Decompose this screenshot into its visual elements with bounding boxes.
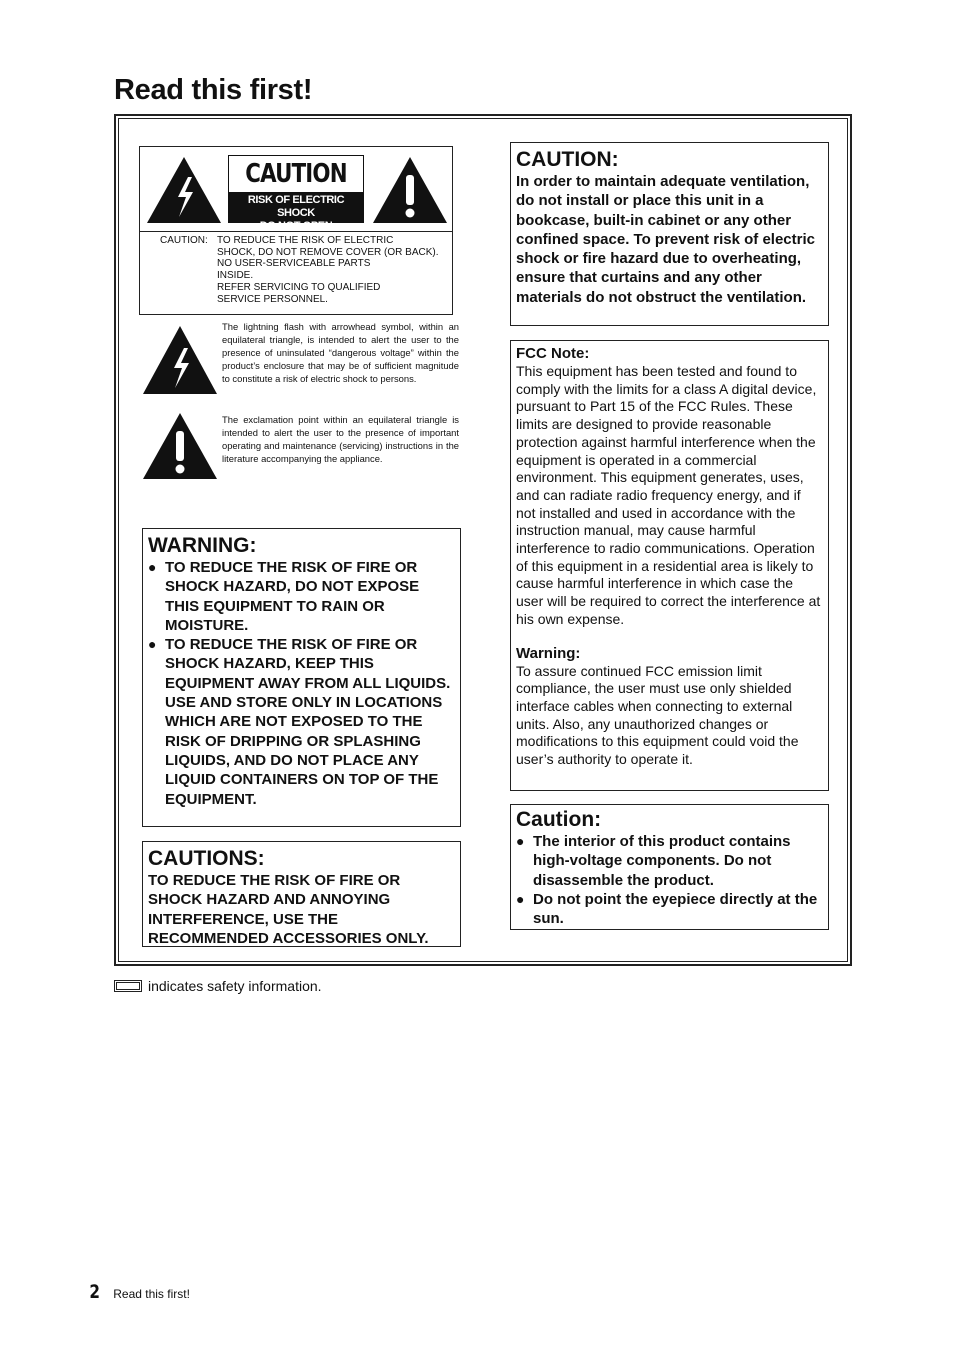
page-number: 2 bbox=[89, 1281, 100, 1303]
list-item bbox=[516, 832, 822, 890]
page-title: Read this first! bbox=[114, 74, 313, 106]
caution-label-top bbox=[140, 147, 452, 232]
warning-list bbox=[148, 558, 454, 809]
lightning-warning-icon bbox=[145, 155, 223, 225]
bullet-icon: ● bbox=[148, 559, 157, 575]
exclamation-warning-icon bbox=[371, 155, 449, 225]
caution-product-list bbox=[516, 832, 822, 928]
caution-ventilation-heading: CAUTION: bbox=[516, 148, 619, 171]
warning-box bbox=[142, 528, 461, 827]
caution-sign-subtext-line: RISK OF ELECTRIC SHOCK bbox=[247, 194, 345, 219]
caution-sign bbox=[228, 155, 364, 232]
caution-product-bullet-text: Do not point the eyepiece directly at the sun. bbox=[533, 890, 818, 928]
spacer bbox=[516, 629, 823, 645]
list-item bbox=[516, 890, 822, 929]
page-footer bbox=[88, 1281, 190, 1303]
warning-bullet-text: TO REDUCE THE RISK OF FIRE OR SHOCK HAZARD, DO NOT EXPOSE THIS EQUIPMENT TO RAIN OR MOISTURE. bbox=[165, 559, 420, 634]
bullet-icon: ● bbox=[148, 636, 157, 653]
fcc-note-text: This equipment has been tested and found to comply with the limits for a class A digital device, pursuant to Part 15 of the FCC Rules. These limits are designed to provide reasonable protection against harmful interference when the equipment is operated in a commercial environment. This equipment generates, uses, and can radiate radio frequency energy, and if not installed and used in accordance with the instruction manual, may cause harmful interference to radio communications. Operation of this equipment in a residential area is likely to cause harmful interference in which case the user will be required to correct the interference at his own expense. bbox=[516, 363, 821, 627]
caution-sign-word: CAUTION bbox=[245, 159, 347, 189]
cautions-heading: CAUTIONS: bbox=[148, 847, 265, 870]
list-item bbox=[148, 558, 454, 635]
caution-product-bullet-text: The interior of this product contains high-voltage components. Do not disassemble the product. bbox=[533, 833, 791, 889]
caution-sign-subtext-line: DO NOT OPEN bbox=[259, 220, 333, 232]
cautions-box bbox=[142, 841, 461, 947]
exclamation-warning-icon bbox=[142, 413, 218, 481]
lightning-warning-icon bbox=[142, 320, 218, 396]
fcc-warning-text: To assure continued FCC emission limit compliance, the user must use only shielded interface cables when connecting to external units. Also, any unauthorized changes or modifications to this equipment could void the user’s authority to operate it. bbox=[516, 662, 799, 768]
exclamation-symbol-text: The exclamation point within an equilateral triangle is intended to alert the user to the presence of important operating and maintenance (servicing) instructions in the literature accompanying the appliance. bbox=[222, 414, 459, 464]
caution-label-body: TO REDUCE THE RISK OF ELECTRIC SHOCK, DO NOT REMOVE COVER (OR BACK). NO USER-SERVICEABLE PARTS INSIDE. REFER SERVICING TO QUALIFIED SERVICE PERSONNEL. bbox=[217, 235, 439, 305]
cautions-text: TO REDUCE THE RISK OF FIRE OR SHOCK HAZARD AND ANNOYING INTERFERENCE, USE THE RECOMMENDED ACCESSORIES ONLY. bbox=[148, 872, 429, 947]
legend-text: indicates safety information. bbox=[148, 978, 322, 994]
list-item bbox=[148, 635, 454, 809]
caution-label-tag: CAUTION: bbox=[160, 235, 208, 246]
warning-heading: WARNING: bbox=[148, 534, 257, 557]
fcc-note-box bbox=[510, 340, 829, 791]
safety-frame-icon bbox=[114, 980, 142, 992]
caution-ventilation-box bbox=[510, 142, 829, 326]
caution-sign-subtext bbox=[229, 192, 363, 232]
bullet-icon: ● bbox=[516, 890, 525, 907]
caution-label bbox=[139, 146, 453, 315]
fcc-note-heading: FCC Note: bbox=[516, 345, 590, 362]
divider bbox=[140, 231, 452, 232]
lightning-symbol-text: The lightning flash with arrowhead symbol, within an equilateral triangle, is intended to alert the user to the presence of uninsulated “dangerous voltage” within the product’s enclosure that may be of sufficient magnitude to constitute a risk of electric shock to persons. bbox=[222, 321, 459, 384]
footer-section-title: Read this first! bbox=[113, 1287, 190, 1301]
safety-legend bbox=[114, 978, 322, 994]
caution-product-box bbox=[510, 804, 829, 930]
caution-ventilation-text: In order to maintain adequate ventilation, do not install or place this unit in a bookcase, built-in cabinet or any other confined space. To prevent risk of electric shock or fire hazard due to overheating, ensure that curtains and any other materials do not obstruct the ventilation. bbox=[516, 173, 815, 306]
fcc-warning-heading: Warning: bbox=[516, 644, 581, 662]
bullet-icon: ● bbox=[516, 833, 525, 849]
caution-product-heading: Caution: bbox=[516, 808, 602, 831]
warning-bullet-text: TO REDUCE THE RISK OF FIRE OR SHOCK HAZARD, KEEP THIS EQUIPMENT AWAY FROM ALL LIQUIDS. USE AND STORE ONLY IN LOCATIONS WHICH ARE NOT EXPOSED TO THE RISK OF DRIPPING OR SPLASHING LIQUIDS, AND DO NOT PLACE ANY LIQUID CONTAINERS ON TOP OF THE EQUIPMENT. bbox=[165, 636, 451, 808]
